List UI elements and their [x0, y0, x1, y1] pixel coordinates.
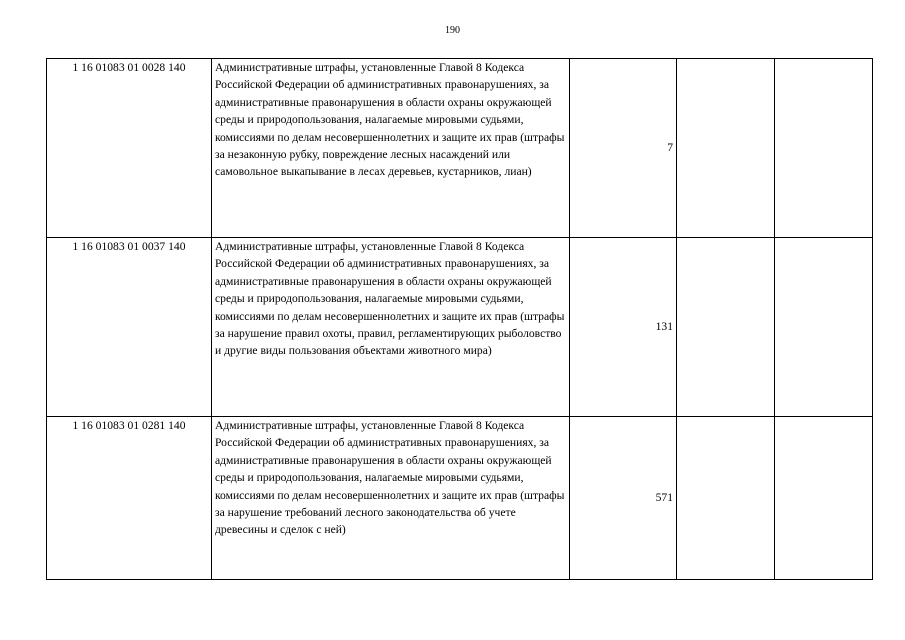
budget-code-cell: 1 16 01083 01 0281 140 — [47, 417, 212, 580]
description-text: Административные штрафы, установленные Главой 8 Кодекса Российской Федерации об административных правонарушениях, за административные правонарушения в области охраны окружающей среды и природопользования, налагаемые мировыми судьями, комиссиями по делам несовершеннолетних и защите их прав (штрафы за нарушение правил охоты, правил, регламентирующих рыболовство и другие виды пользования объектами животного мира) — [215, 240, 565, 358]
empty-cell — [677, 238, 775, 417]
amount-cell: 131 — [570, 238, 677, 417]
table-row — [47, 417, 873, 580]
description-cell — [212, 417, 570, 580]
amount-cell: 571 — [570, 417, 677, 580]
description-text: Административные штрафы, установленные Главой 8 Кодекса Российской Федерации об административных правонарушениях, за административные правонарушения в области охраны окружающей среды и природопользования, налагаемые мировыми судьями, комиссиями по делам несовершеннолетних и защите их прав (штрафы за нарушение требований лесного законодательства об учете древесины и сделок с ней) — [215, 419, 565, 537]
empty-cell — [677, 417, 775, 580]
budget-table — [46, 58, 873, 580]
amount-cell: 7 — [570, 59, 677, 238]
budget-code-cell: 1 16 01083 01 0037 140 — [47, 238, 212, 417]
empty-cell — [677, 59, 775, 238]
description-cell — [212, 59, 570, 238]
table-row — [47, 59, 873, 238]
description-text: Административные штрафы, установленные Главой 8 Кодекса Российской Федерации об административных правонарушениях, за административные правонарушения в области охраны окружающей среды и природопользования, налагаемые мировыми судьями, комиссиями по делам несовершеннолетних и защите их прав (штрафы за незаконную рубку, повреждение лесных насаждений или самовольное выкапывание в лесах деревьев, кустарников, лиан) — [215, 61, 565, 179]
description-cell — [212, 238, 570, 417]
empty-cell — [775, 417, 873, 580]
page-number: 190 — [445, 25, 460, 36]
empty-cell — [775, 59, 873, 238]
table-row — [47, 238, 873, 417]
empty-cell — [775, 238, 873, 417]
budget-code-cell: 1 16 01083 01 0028 140 — [47, 59, 212, 238]
